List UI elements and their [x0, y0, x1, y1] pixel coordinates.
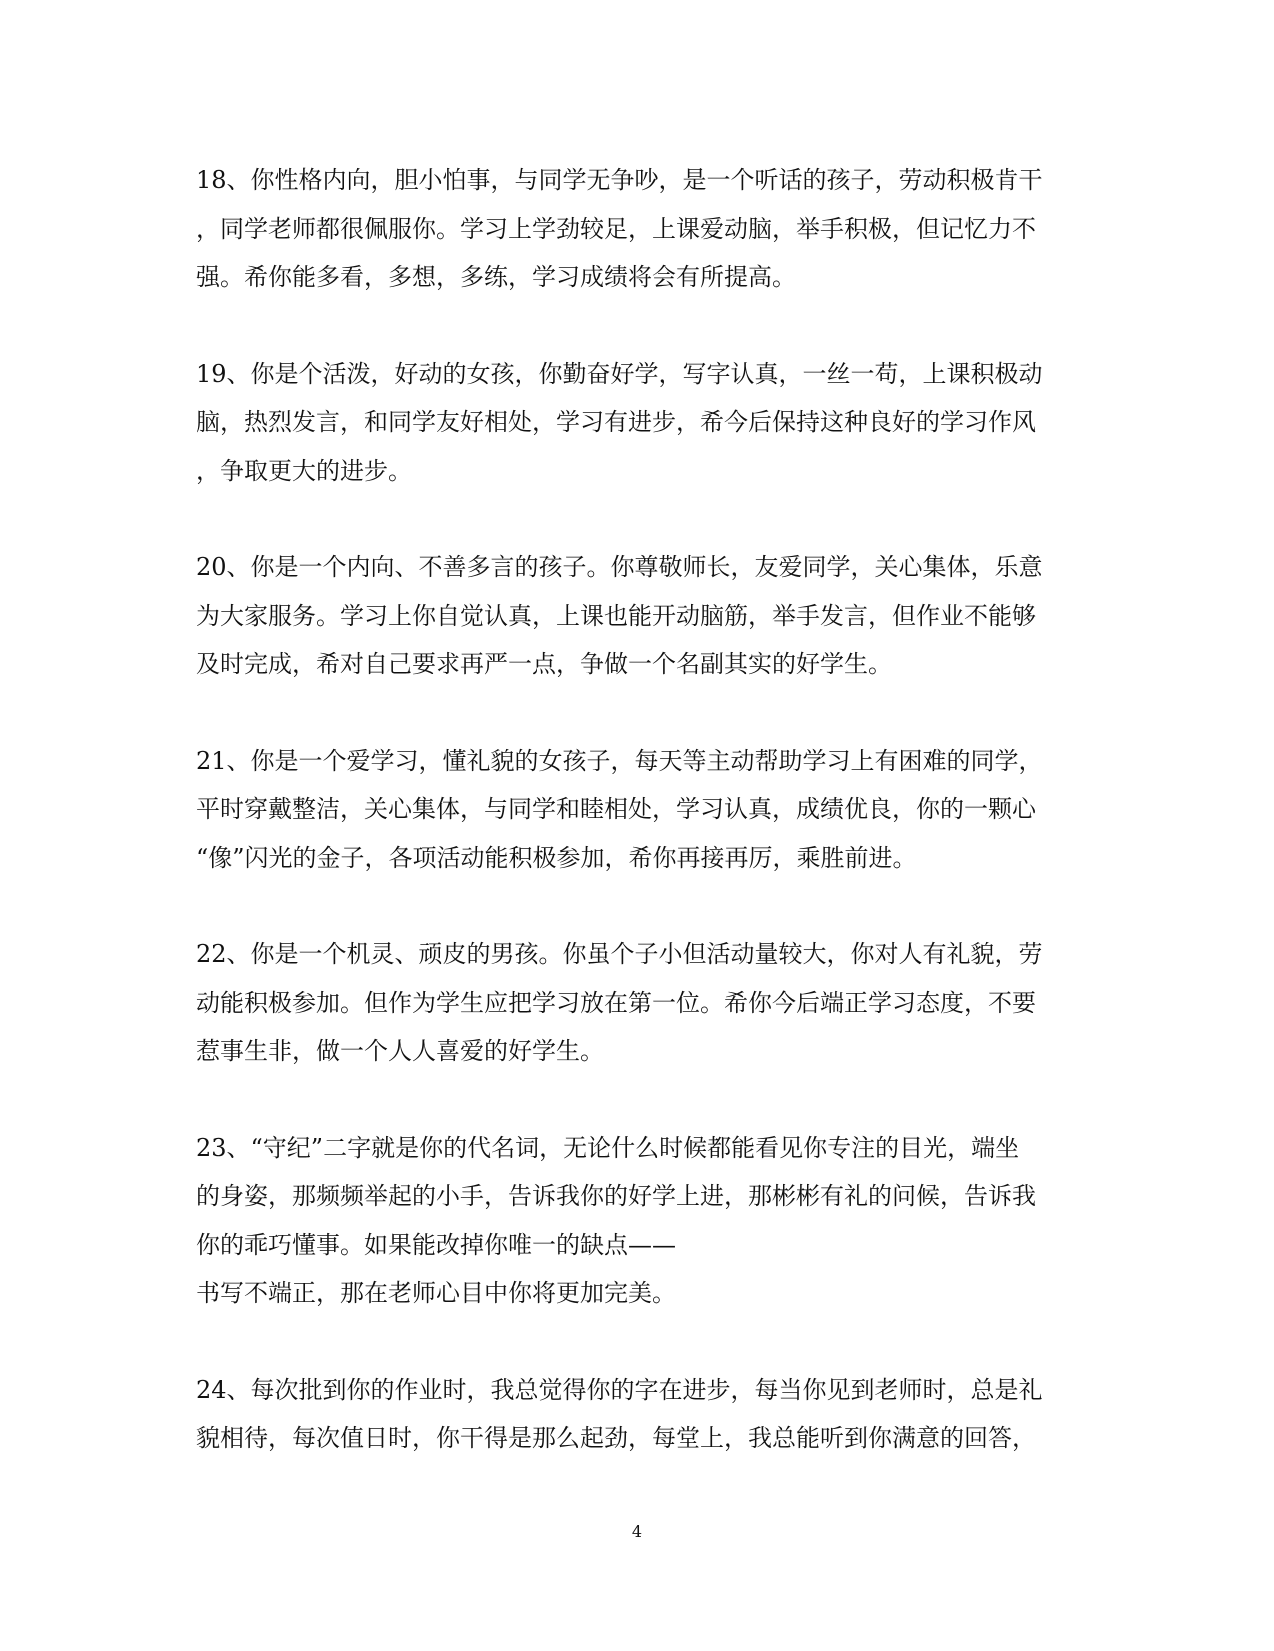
comment-paragraph-19: [196, 350, 1076, 496]
paragraph-line: 貌相待，每次值日时，你干得是那么起劲，每堂上，我总能听到你满意的回答，: [196, 1424, 1036, 1452]
paragraph-line: 动能积极参加。但作为学生应把学习放在第一位。希你今后端正学习态度，不要: [196, 988, 1036, 1017]
comment-paragraph-21: [196, 737, 1076, 883]
paragraph-line: ，同学老师都很佩服你。学习上学劲较足，上课爱动脑，举手积极，但记忆力不: [196, 214, 1036, 243]
paragraph-line: 的身姿，那频频举起的小手，告诉我你的好学上进，那彬彬有礼的问候，告诉我: [196, 1182, 1036, 1210]
paragraph-line: 21、你是一个爱学习，懂礼貌的女孩子，每天等主动帮助学习上有困难的同学，: [196, 746, 1043, 775]
document-body: [196, 156, 1076, 1511]
paragraph-line: 脑，热烈发言，和同学友好相处，学习有进步，希今后保持这种良好的学习作风: [196, 408, 1036, 436]
paragraph-line: 你的乖巧懂事。如果能改掉你唯一的缺点——: [196, 1230, 676, 1259]
paragraph-line: 20、你是一个内向、不善多言的孩子。你尊敬师长，友爱同学，关心集体，乐意: [196, 553, 1043, 581]
comment-paragraph-20: [196, 543, 1076, 689]
page-number: 4: [631, 1522, 643, 1541]
comment-paragraph-22: [196, 930, 1076, 1076]
comment-paragraph-23: [196, 1124, 1076, 1318]
paragraph-line: ，争取更大的进步。: [196, 456, 412, 485]
paragraph-line: 19、你是个活泼，好动的女孩，你勤奋好学，写字认真，一丝一苟，上课积极动: [196, 359, 1043, 388]
paragraph-line: 为大家服务。学习上你自觉认真，上课也能开动脑筋，举手发言，但作业不能够: [196, 601, 1036, 630]
comment-paragraph-24: [196, 1366, 1076, 1463]
comment-paragraph-18: [196, 156, 1076, 302]
paragraph-line: 平时穿戴整洁，关心集体，与同学和睦相处，学习认真，成绩优良，你的一颗心: [196, 795, 1036, 823]
paragraph-line: “像”闪光的金子，各项活动能积极参加，希你再接再厉，乘胜前进。: [196, 843, 917, 872]
paragraph-line: 18、你性格内向，胆小怕事，与同学无争吵，是一个听话的孩子，劳动积极肯干: [196, 166, 1043, 194]
paragraph-line: 22、你是一个机灵、顽皮的男孩。你虽个子小但活动量较大，你对人有礼貌，劳: [196, 940, 1043, 968]
paragraph-line: 书写不端正，那在老师心目中你将更加完美。: [196, 1279, 676, 1307]
paragraph-line: 惹事生非，做一个人人喜爱的好学生。: [196, 1037, 604, 1065]
paragraph-line: 及时完成，希对自己要求再严一点，争做一个名副其实的好学生。: [196, 650, 892, 678]
paragraph-line: 23、“守纪”二字就是你的代名词，无论什么时候都能看见你专注的目光，端坐: [196, 1133, 1020, 1162]
paragraph-line: 24、每次批到你的作业时，我总觉得你的字在进步，每当你见到老师时，总是礼: [196, 1375, 1043, 1404]
paragraph-line: 强。希你能多看，多想，多练，学习成绩将会有所提高。: [196, 263, 796, 291]
